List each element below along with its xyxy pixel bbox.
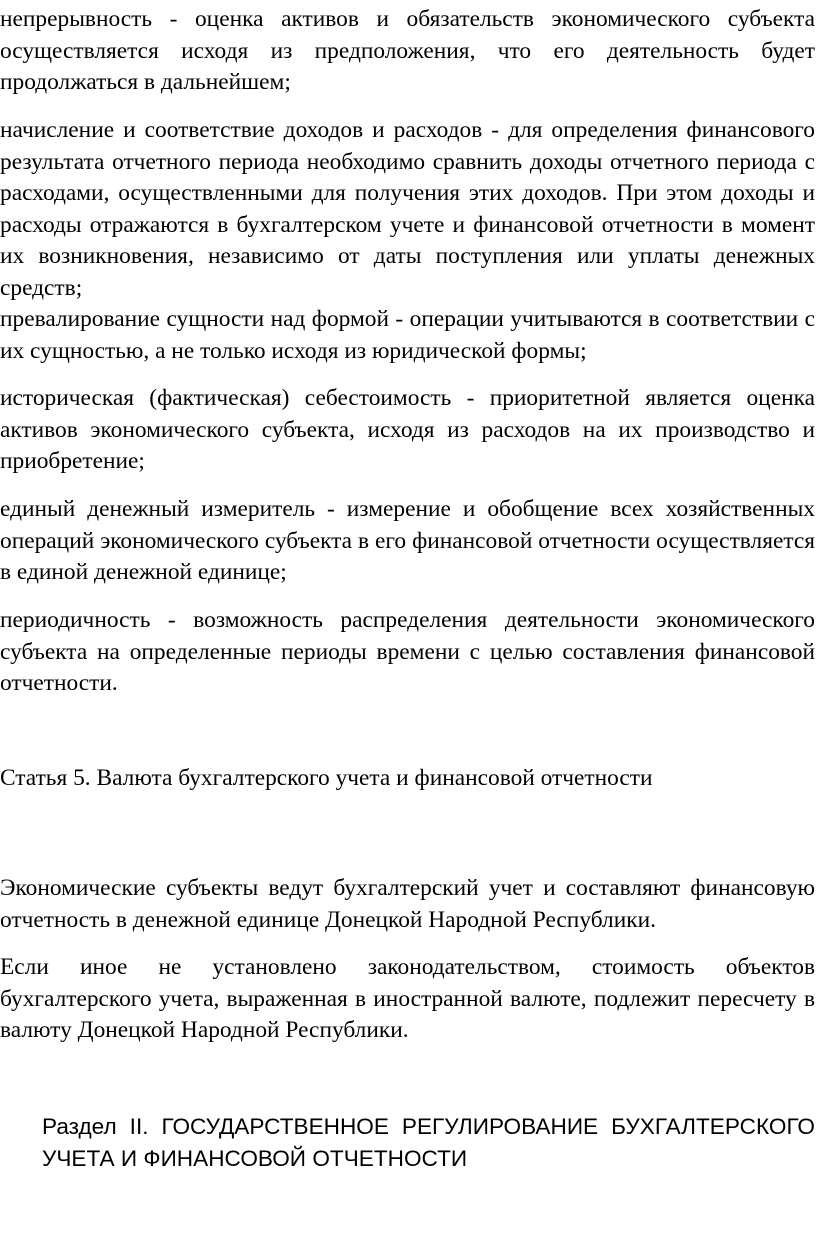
article-title: Статья 5. Валюта бухгалтерского учета и финансовой отчетности — [0, 765, 653, 791]
principle-continuity: непрерывность - оценка активов и обязательств экономического субъекта осуществляется исходя из предположения, что его деятельность будет продолжаться в дальнейшем; — [0, 6, 815, 96]
article-paragraph: Экономические субъекты ведут бухгалтерский учет и составляют финансовую отчетность в денежной единице Донецкой Народной Республики. — [0, 875, 815, 933]
article-paragraph: Если иное не установлено законодательством, стоимость объектов бухгалтерского учета, выраженная в иностранной валюте, подлежит пересчету в валюту Донецкой Народной Республики. — [0, 954, 815, 1044]
principle-periodicity: периодичность - возможность распределения деятельности экономического субъекта на определенные периоды времени с целью составления финансовой отчетности. — [0, 607, 815, 697]
principle-accrual: начисление и соответствие доходов и расходов - для определения финансового результата отчетного периода необходимо сравнить доходы отчетного периода с расходами, осуществленными для получения этих доходов. При этом доходы и расходы отражаются в бухгалтерском учете и финансовой отчетности в момент их возникновения, независимо от даты поступления или уплаты денежных средств; — [0, 117, 815, 301]
principle-historical-cost: историческая (фактическая) себестоимость - приоритетной является оценка активов экономического субъекта, исходя из расходов на их производство и приобретение; — [0, 385, 815, 475]
principle-monetary-unit: единый денежный измеритель - измерение и обобщение всех хозяйственных операций экономического субъекта в его финансовой отчетности осуществляется в единой денежной единице; — [0, 496, 815, 586]
principle-substance-over-form: превалирование сущности над формой - операции учитываются в соответствии с их сущностью, а не только исходя из юридической формы; — [0, 306, 815, 364]
section-title: Раздел II. ГОСУДАРСТВЕННОЕ РЕГУЛИРОВАНИЕ БУХГАЛТЕРСКОГО УЧЕТА И ФИНАНСОВОЙ ОТЧЕТНОСТИ — [42, 1114, 815, 1171]
